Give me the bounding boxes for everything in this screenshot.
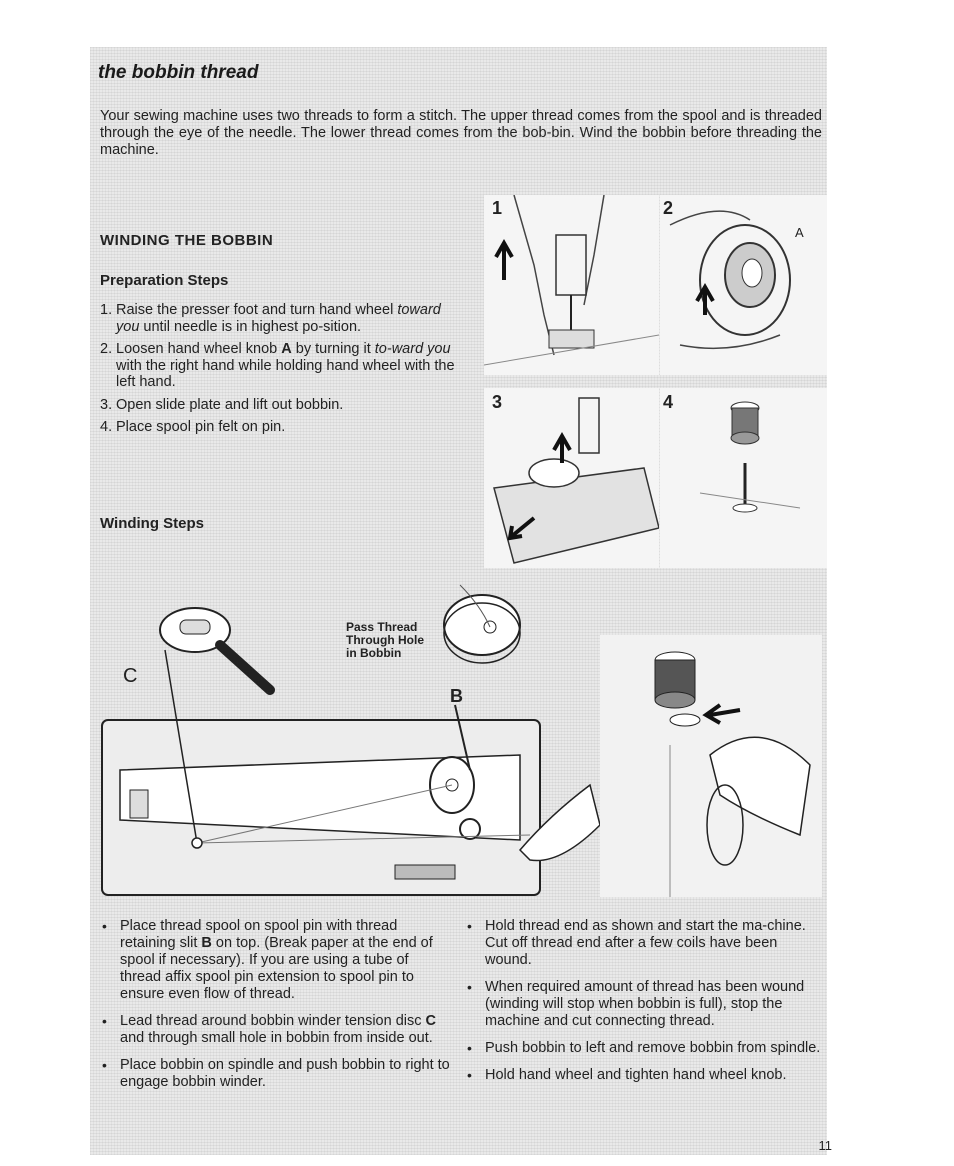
left-bullet-3: • Place bobbin on spindle and push bobbin to right to engage bobbin winder. bbox=[102, 1057, 450, 1090]
intro-paragraph: Your sewing machine uses two threads to form a stitch. The upper thread comes from the spool and is threaded through the eye of the needle. The lower thread comes from the bob-bin. Wind the bobbin before threading the machine. bbox=[100, 108, 822, 158]
figure-number-2: 2 bbox=[663, 198, 674, 218]
left-bullet-1: • Place thread spool on spool pin with thread retaining slit B on top. (Break paper at the end of spool if necessary). If you are using a tube of thread affix spool pin extension to spool pin to ensure even flow of thread. bbox=[102, 918, 433, 1002]
right-bullet-4: • Hold hand wheel and tighten hand wheel knob. bbox=[467, 1067, 787, 1083]
label-a: A bbox=[795, 225, 804, 240]
right-bullet-3: • Push bobbin to left and remove bobbin from spindle. bbox=[467, 1040, 821, 1056]
page-number: 11 bbox=[818, 1138, 832, 1153]
preparation-heading: Preparation Steps bbox=[100, 272, 229, 289]
prep-step-1: 1. Raise the presser foot and turn hand wheel toward you until needle is in highest po-sition. bbox=[100, 302, 441, 335]
right-bullet-2: • When required amount of thread has been wound (winding will stop when bobbin is full), stop the machine and cut connecting thread. bbox=[467, 979, 805, 1029]
hold-thread-illustration bbox=[600, 635, 822, 897]
winding-steps-heading: Winding Steps bbox=[100, 515, 205, 532]
prep-step-2: 2. Loosen hand wheel knob A by turning it to-ward you with the right hand while holding hand wheel with the left hand. bbox=[100, 341, 455, 390]
figure-number-3: 3 bbox=[492, 392, 503, 412]
preparation-steps bbox=[100, 302, 456, 442]
label-b: B bbox=[450, 686, 463, 706]
prep-step-3: 3. Open slide plate and lift out bobbin. bbox=[100, 396, 344, 413]
figure-number-1: 1 bbox=[492, 198, 503, 218]
spool-pin-illustration bbox=[660, 388, 827, 568]
pass-thread-label: Pass Thread Through Hole in Bobbin bbox=[346, 620, 424, 660]
page-title: the bobbin thread bbox=[98, 62, 259, 83]
left-instructions bbox=[100, 918, 452, 1101]
right-bullet-1: • Hold thread end as shown and start the ma-chine. Cut off thread end after a few coils have been wound. bbox=[467, 918, 806, 968]
prep-step-4: 4. Place spool pin felt on pin. bbox=[100, 419, 286, 435]
slide-plate-illustration bbox=[484, 388, 659, 568]
label-c: C bbox=[123, 665, 138, 687]
figure-number-4: 4 bbox=[663, 392, 674, 412]
left-bullet-2: • Lead thread around bobbin winder tension disc C and through small hole in bobbin from inside out. bbox=[102, 1013, 437, 1046]
needle-illustration bbox=[484, 195, 659, 375]
right-instructions bbox=[465, 918, 821, 1094]
winding-heading: WINDING THE BOBBIN bbox=[100, 232, 274, 249]
hand-wheel-illustration bbox=[660, 195, 827, 375]
